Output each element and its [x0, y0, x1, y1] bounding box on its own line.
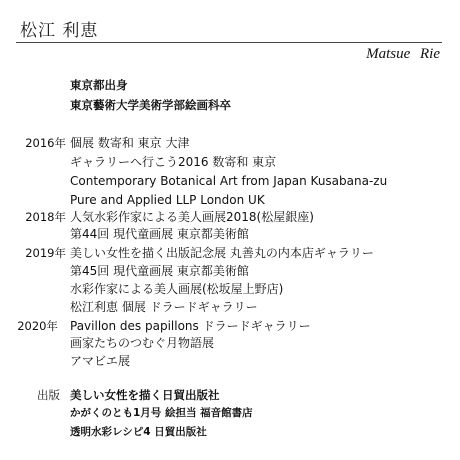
- biography-entry: アマビエ展: [70, 354, 131, 368]
- biography-entry: Pure and Applied LLP London UK: [70, 193, 265, 207]
- biography-entry: 東京都出身: [70, 78, 128, 92]
- biography-entry: 水彩作家による美人画展(松坂屋上野店): [70, 282, 284, 296]
- biography-year: 2016年: [25, 136, 66, 150]
- artist-name-japanese: 松江 利恵: [20, 21, 99, 41]
- biography-entry: 画家たちのつむぐ月物語展: [70, 336, 215, 350]
- biography-entry: 個展 数寄和 東京 大津: [70, 136, 190, 150]
- biography-entry: 松江利恵 個展 ドラードギャラリー: [70, 300, 258, 314]
- biography-year: 出版: [37, 388, 60, 402]
- biography-entry: 第44回 現代童画展 東京都美術館: [70, 227, 249, 241]
- biography-entry: 美しい女性を描く出版記念展 丸善丸の内本店ギャラリー: [70, 246, 374, 260]
- biography-year: 2020年: [17, 319, 58, 333]
- biography-entry: Contemporary Botanical Art from Japan Kusabana-zu: [70, 174, 388, 188]
- biography-entry: 第45回 現代童画展 東京都美術館: [70, 264, 249, 278]
- biography-entry: ギャラリーへ行こう2016 数寄和 東京: [70, 155, 277, 169]
- artist-name-english: Matsue Rie: [366, 46, 440, 62]
- biography-entry: Pavillon des papillons ドラードギャラリー: [70, 319, 311, 333]
- header-rule: [16, 42, 442, 43]
- biography-entry: かがくのとも1月号 絵担当 福音館書店: [70, 407, 253, 419]
- biography-year: 2019年: [25, 246, 66, 260]
- biography-entry: 透明水彩レシピ4 日貿出版社: [70, 426, 207, 438]
- biography-entry: 人気水彩作家による美人画展2018(松屋銀座): [70, 210, 314, 224]
- biography-entry: 美しい女性を描く日貿出版社: [70, 388, 220, 402]
- biography-entry: 東京藝術大学美術学部絵画科卒: [70, 98, 231, 112]
- biography-year: 2018年: [25, 210, 66, 224]
